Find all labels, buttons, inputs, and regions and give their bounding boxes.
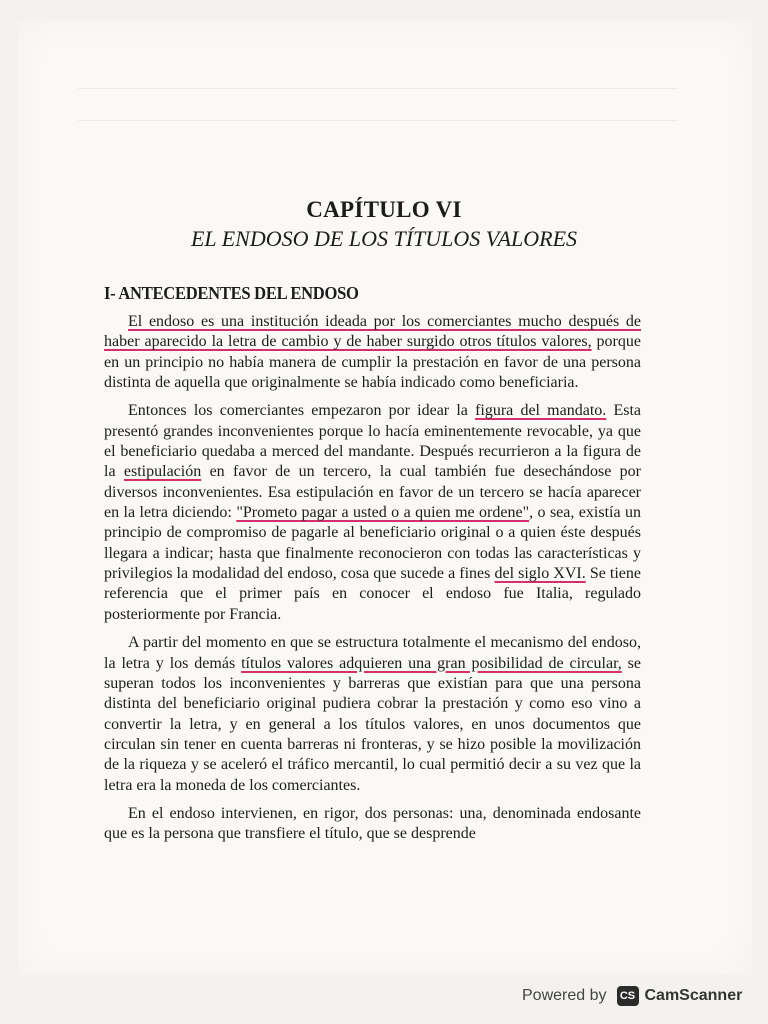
underlined-phrase: títulos valores adquieren una gran posibilidad de circular, [241, 654, 622, 672]
camscanner-logo [617, 986, 743, 1006]
paragraph-3 [104, 633, 641, 796]
paragraph-text: Esta presentó grandes inconvenientes porque lo hacía eminentemente revocable, ya que el beneficiario quedaba a merced del mandante. Después recurrieron a la figura de la [104, 402, 642, 481]
camscanner-icon: CS [617, 986, 639, 1006]
paragraph-text: En el endoso intervienen, en rigor, dos personas: una, denominada endosante que es la persona que transfiere el título, que se desprende [104, 804, 641, 843]
paragraph-text: se superan todos los inconvenientes y barreras que existían para que una persona distinta del beneficiario original pudiera cobrar la prestación y como eso vino a convertir la letra, y en general a los títulos valores, en unos documentos que circulan sin tener en cuenta barreras ni fronteras, y se hizo posible la movilización de la riqueza y se aceleró el tráfico mercantil, lo cual permitió decir a su vez que la letra era la moneda de los comerciantes. [104, 654, 642, 794]
paragraph-1 [104, 312, 641, 393]
underlined-phrase: El endoso es una institución ideada por los comerciantes mucho después de haber aparecido la letra de cambio y de haber surgido otros títulos valores, [104, 313, 641, 351]
paragraph-text: Se tiene referencia que el primer país en conocer el endoso fue Italia, regulado posteriormente por Francia. [104, 565, 641, 623]
underlined-phrase: figura del mandato. [475, 402, 607, 420]
paragraph-4 [104, 804, 641, 845]
paragraph-text: A partir del momento en que se estructura totalmente el mecanismo del endoso, la letra y los demás [104, 634, 641, 672]
paragraph-text: porque en un principio no había manera de cumplir la prestación en favor de una persona distinta de aquella que originalmente se había indicado como beneficiaria. [104, 333, 641, 392]
chapter-number: CAPÍTULO VI [306, 197, 462, 222]
camscanner-brand: CamScanner [644, 987, 743, 1004]
powered-by-label: Powered by [522, 987, 607, 1004]
paragraph-text: , o sea, existía un principio de compromiso de pagarle al beneficiario original o a quien éste después llegara a indicar; hasta que finalmente reconocieron con todas las características y privilegios la modalidad del endoso, cosa que sucede a fines [104, 504, 641, 583]
bleed-through-line [78, 88, 678, 89]
body-text [104, 312, 641, 853]
section-heading: I- ANTECEDENTES DEL ENDOSO [104, 283, 359, 303]
paragraph-text: en favor de un tercero, la cual también fue desechándose por diversos inconvenientes. Esa estipulación en favor de un tercero se hacía aparecer en la letra diciendo: [104, 463, 641, 522]
bleed-through-line [78, 120, 678, 121]
chapter-title: EL ENDOSO DE LOS TÍTULOS VALORES [190, 226, 578, 251]
paragraph-text: Entonces los comerciantes empezaron por idear la [128, 402, 476, 420]
underlined-phrase: "Prometo pagar a usted o a quien me ordene" [236, 504, 530, 522]
paragraph-2 [104, 401, 641, 625]
underlined-phrase: del siglo XVI. [494, 565, 586, 583]
underlined-phrase: estipulación [123, 463, 202, 481]
camscanner-watermark [522, 986, 742, 1006]
